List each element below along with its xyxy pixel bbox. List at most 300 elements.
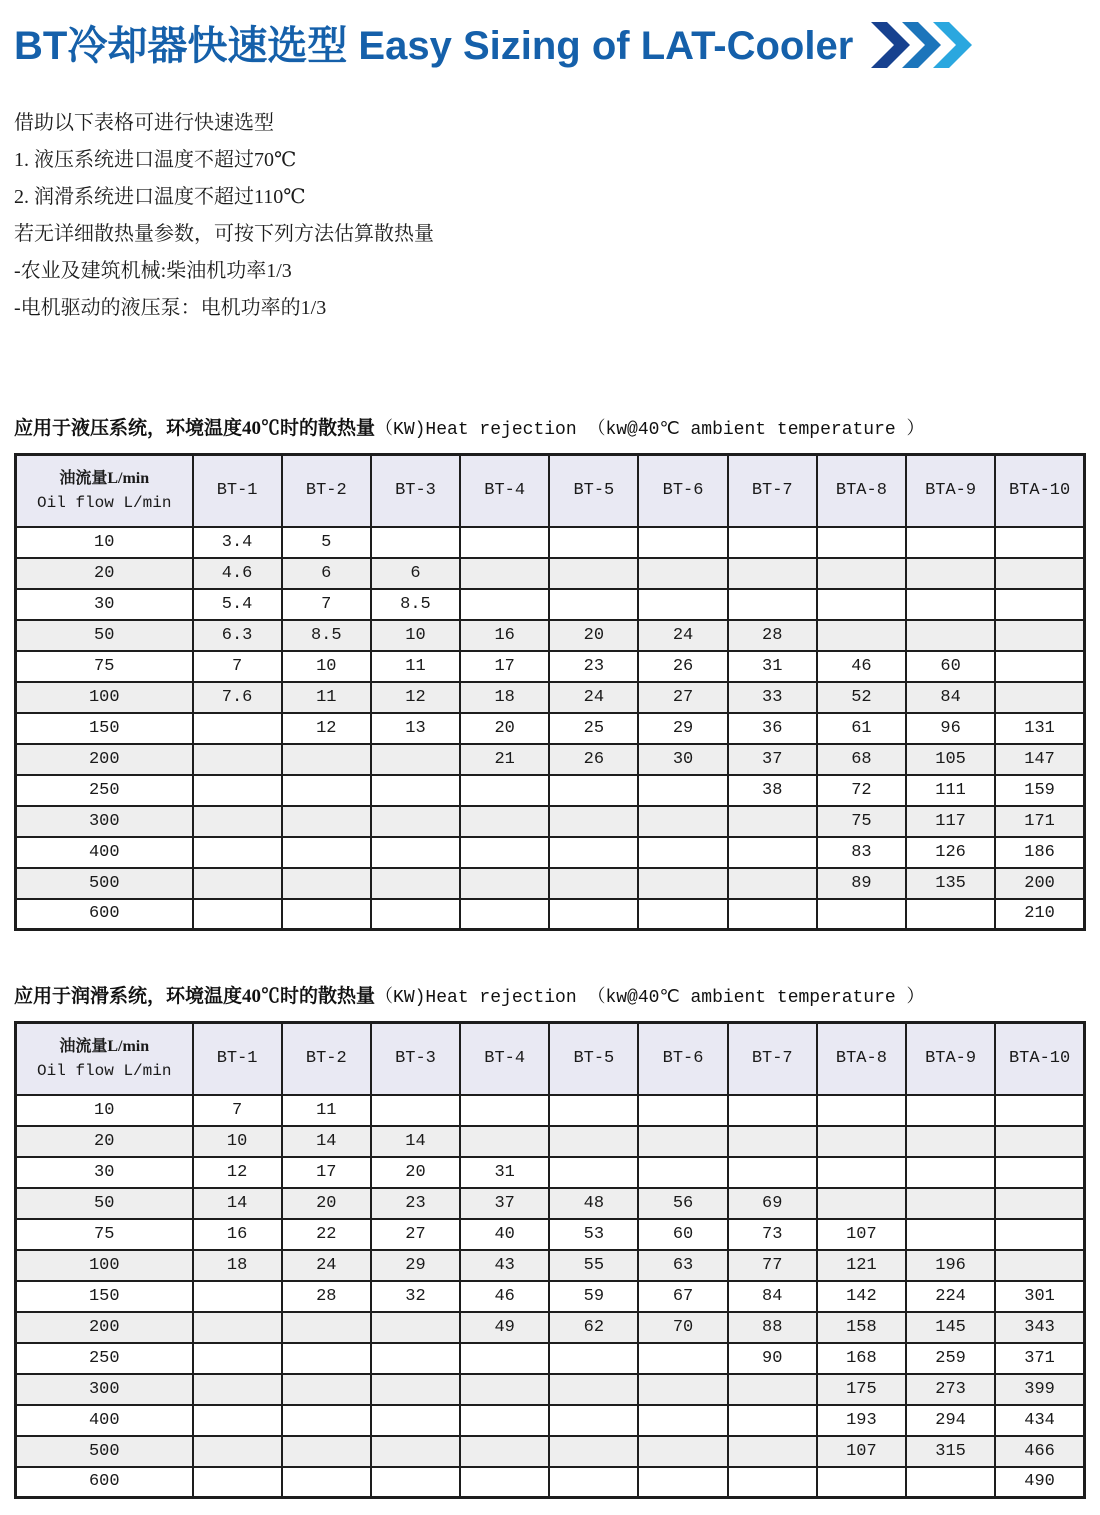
heat-rejection-cell xyxy=(638,1374,727,1405)
model-column-header: BT-1 xyxy=(193,455,282,527)
heat-rejection-cell xyxy=(371,1343,460,1374)
heat-rejection-cell: 10 xyxy=(193,1126,282,1157)
oil-flow-cell: 300 xyxy=(16,1374,193,1405)
heat-rejection-cell xyxy=(906,1188,995,1219)
heat-rejection-cell: 24 xyxy=(638,620,727,651)
oil-flow-cell: 150 xyxy=(16,713,193,744)
model-column-header: BT-3 xyxy=(371,455,460,527)
heat-rejection-cell xyxy=(638,558,727,589)
heat-rejection-cell xyxy=(906,1467,995,1498)
heat-rejection-cell xyxy=(282,837,371,868)
heat-rejection-cell: 22 xyxy=(282,1219,371,1250)
heat-rejection-cell: 5 xyxy=(282,527,371,558)
oil-flow-cell: 600 xyxy=(16,899,193,930)
model-column-header: BT-4 xyxy=(460,455,549,527)
heat-rejection-cell: 63 xyxy=(638,1250,727,1281)
table-row xyxy=(16,899,1085,930)
heat-rejection-cell: 107 xyxy=(817,1436,906,1467)
heat-rejection-cell: 46 xyxy=(817,651,906,682)
heat-rejection-cell: 24 xyxy=(549,682,638,713)
model-column-header: BTA-8 xyxy=(817,455,906,527)
heat-rejection-cell xyxy=(906,1157,995,1188)
heat-rejection-cell xyxy=(282,1374,371,1405)
heat-rejection-cell: 7 xyxy=(193,1095,282,1126)
page-title: BT冷却器快速选型 Easy Sizing of LAT-Cooler xyxy=(14,24,854,68)
table-row xyxy=(16,775,1085,806)
heat-rejection-cell: 6 xyxy=(371,558,460,589)
heat-rejection-cell: 56 xyxy=(638,1188,727,1219)
oil-flow-cell: 250 xyxy=(16,1343,193,1374)
heat-rejection-cell: 171 xyxy=(995,806,1084,837)
heat-rejection-cell: 11 xyxy=(282,682,371,713)
heat-rejection-cell xyxy=(549,775,638,806)
heat-rejection-cell xyxy=(371,868,460,899)
heat-rejection-cell xyxy=(906,589,995,620)
heat-rejection-cell: 121 xyxy=(817,1250,906,1281)
heat-rejection-cell xyxy=(906,1219,995,1250)
heat-rejection-cell: 168 xyxy=(817,1343,906,1374)
heat-rejection-cell: 6 xyxy=(282,558,371,589)
heat-rejection-cell: 126 xyxy=(906,837,995,868)
lubrication-table-caption xyxy=(14,981,1086,1008)
heat-rejection-cell: 30 xyxy=(638,744,727,775)
heat-rejection-cell: 24 xyxy=(282,1250,371,1281)
table-row xyxy=(16,589,1085,620)
heat-rejection-cell xyxy=(995,1188,1084,1219)
heat-rejection-cell: 147 xyxy=(995,744,1084,775)
heat-rejection-cell: 69 xyxy=(728,1188,817,1219)
heat-rejection-cell xyxy=(995,1095,1084,1126)
model-column-header: BT-5 xyxy=(549,455,638,527)
heat-rejection-cell: 210 xyxy=(995,899,1084,930)
heat-rejection-cell: 40 xyxy=(460,1219,549,1250)
heat-rejection-cell xyxy=(460,868,549,899)
heat-rejection-cell: 7 xyxy=(282,589,371,620)
oil-flow-cell: 500 xyxy=(16,1436,193,1467)
oil-flow-cell: 50 xyxy=(16,620,193,651)
heat-rejection-cell: 67 xyxy=(638,1281,727,1312)
heat-rejection-cell: 27 xyxy=(371,1219,460,1250)
table-row xyxy=(16,744,1085,775)
heat-rejection-cell xyxy=(549,806,638,837)
heat-rejection-cell xyxy=(460,558,549,589)
heat-rejection-cell xyxy=(906,899,995,930)
heat-rejection-cell xyxy=(728,1436,817,1467)
heat-rejection-cell xyxy=(995,558,1084,589)
heat-rejection-cell: 105 xyxy=(906,744,995,775)
heat-rejection-cell: 7.6 xyxy=(193,682,282,713)
model-column-header: BTA-9 xyxy=(906,455,995,527)
heat-rejection-cell: 14 xyxy=(371,1126,460,1157)
heat-rejection-cell xyxy=(817,899,906,930)
model-column-header: BT-7 xyxy=(728,1023,817,1095)
heat-rejection-cell: 33 xyxy=(728,682,817,713)
heat-rejection-cell xyxy=(193,744,282,775)
heat-rejection-cell xyxy=(728,806,817,837)
heat-rejection-cell xyxy=(728,1126,817,1157)
hydraulic-heat-rejection-table xyxy=(14,453,1086,931)
heat-rejection-cell: 490 xyxy=(995,1467,1084,1498)
heat-rejection-cell xyxy=(282,1312,371,1343)
heat-rejection-cell xyxy=(638,837,727,868)
heat-rejection-cell xyxy=(460,1374,549,1405)
oil-flow-cell: 20 xyxy=(16,1126,193,1157)
oil-flow-cell: 10 xyxy=(16,1095,193,1126)
heat-rejection-cell: 49 xyxy=(460,1312,549,1343)
table-header-row xyxy=(16,455,1085,527)
heat-rejection-cell: 83 xyxy=(817,837,906,868)
heat-rejection-cell xyxy=(371,899,460,930)
heat-rejection-cell: 18 xyxy=(193,1250,282,1281)
heat-rejection-cell: 37 xyxy=(728,744,817,775)
heat-rejection-cell: 224 xyxy=(906,1281,995,1312)
heat-rejection-cell xyxy=(817,620,906,651)
heat-rejection-cell xyxy=(728,1374,817,1405)
heat-rejection-cell xyxy=(995,1157,1084,1188)
oil-flow-cell: 75 xyxy=(16,651,193,682)
model-column-header: BTA-10 xyxy=(995,455,1084,527)
heat-rejection-cell xyxy=(728,558,817,589)
heat-rejection-cell xyxy=(638,1467,727,1498)
heat-rejection-cell: 20 xyxy=(549,620,638,651)
heat-rejection-cell: 60 xyxy=(638,1219,727,1250)
heat-rejection-cell xyxy=(282,868,371,899)
heat-rejection-cell: 3.4 xyxy=(193,527,282,558)
heat-rejection-cell xyxy=(638,1157,727,1188)
oil-flow-column-header: 油流量L/min Oil flow L/min xyxy=(16,455,193,527)
heat-rejection-cell: 89 xyxy=(817,868,906,899)
heat-rejection-cell: 20 xyxy=(282,1188,371,1219)
table-row xyxy=(16,1281,1085,1312)
heat-rejection-cell: 107 xyxy=(817,1219,906,1250)
heat-rejection-cell: 52 xyxy=(817,682,906,713)
heat-rejection-cell xyxy=(371,1095,460,1126)
heat-rejection-cell xyxy=(460,1095,549,1126)
heat-rejection-cell xyxy=(460,1436,549,1467)
heat-rejection-cell xyxy=(193,1343,282,1374)
heat-rejection-cell: 70 xyxy=(638,1312,727,1343)
heat-rejection-cell: 59 xyxy=(549,1281,638,1312)
oil-flow-cell: 20 xyxy=(16,558,193,589)
heat-rejection-cell xyxy=(549,589,638,620)
heat-rejection-cell: 31 xyxy=(460,1157,549,1188)
heat-rejection-cell: 200 xyxy=(995,868,1084,899)
heat-rejection-cell: 77 xyxy=(728,1250,817,1281)
intro-line: -电机驱动的液压泵：电机功率的1/3 xyxy=(14,297,327,319)
heat-rejection-cell: 11 xyxy=(282,1095,371,1126)
heat-rejection-cell xyxy=(638,806,727,837)
oil-flow-cell: 30 xyxy=(16,1157,193,1188)
oil-flow-cell: 100 xyxy=(16,682,193,713)
heat-rejection-cell xyxy=(638,1343,727,1374)
heat-rejection-cell xyxy=(906,1095,995,1126)
heat-rejection-cell xyxy=(193,868,282,899)
heat-rejection-cell xyxy=(549,1126,638,1157)
table-row xyxy=(16,527,1085,558)
heat-rejection-cell: 159 xyxy=(995,775,1084,806)
heat-rejection-cell: 96 xyxy=(906,713,995,744)
model-column-header: BT-2 xyxy=(282,1023,371,1095)
heat-rejection-cell: 145 xyxy=(906,1312,995,1343)
heat-rejection-cell: 186 xyxy=(995,837,1084,868)
heat-rejection-cell: 434 xyxy=(995,1405,1084,1436)
heat-rejection-cell xyxy=(371,1312,460,1343)
heat-rejection-cell: 135 xyxy=(906,868,995,899)
heat-rejection-cell xyxy=(995,1126,1084,1157)
heat-rejection-cell: 158 xyxy=(817,1312,906,1343)
heat-rejection-cell xyxy=(638,899,727,930)
table-row xyxy=(16,1405,1085,1436)
heat-rejection-cell xyxy=(906,558,995,589)
heat-rejection-cell: 301 xyxy=(995,1281,1084,1312)
heat-rejection-cell xyxy=(728,899,817,930)
table-row xyxy=(16,837,1085,868)
heat-rejection-cell xyxy=(638,589,727,620)
heat-rejection-cell xyxy=(549,868,638,899)
heat-rejection-cell: 53 xyxy=(549,1219,638,1250)
heat-rejection-cell xyxy=(638,1405,727,1436)
heat-rejection-cell xyxy=(282,899,371,930)
heat-rejection-cell: 25 xyxy=(549,713,638,744)
heat-rejection-cell xyxy=(371,806,460,837)
table-row xyxy=(16,713,1085,744)
heat-rejection-cell: 26 xyxy=(549,744,638,775)
heat-rejection-cell xyxy=(549,558,638,589)
heat-rejection-cell xyxy=(549,1405,638,1436)
heat-rejection-cell: 32 xyxy=(371,1281,460,1312)
heat-rejection-cell: 12 xyxy=(282,713,371,744)
heat-rejection-cell xyxy=(282,806,371,837)
heat-rejection-cell xyxy=(371,775,460,806)
heat-rejection-cell xyxy=(193,806,282,837)
heat-rejection-cell xyxy=(728,1157,817,1188)
heat-rejection-cell xyxy=(817,558,906,589)
heat-rejection-cell: 46 xyxy=(460,1281,549,1312)
heat-rejection-cell: 29 xyxy=(371,1250,460,1281)
heat-rejection-cell: 28 xyxy=(728,620,817,651)
heat-rejection-cell: 175 xyxy=(817,1374,906,1405)
oil-flow-cell: 150 xyxy=(16,1281,193,1312)
table-row xyxy=(16,1343,1085,1374)
caption-en: （KW)Heat rejection （kw@40℃ ambient temperature ） xyxy=(375,420,925,440)
heat-rejection-cell xyxy=(728,1467,817,1498)
heat-rejection-cell xyxy=(817,1095,906,1126)
oil-flow-cell: 30 xyxy=(16,589,193,620)
model-column-header: BT-2 xyxy=(282,455,371,527)
heat-rejection-cell: 14 xyxy=(193,1188,282,1219)
heat-rejection-cell xyxy=(906,1126,995,1157)
heat-rejection-cell: 37 xyxy=(460,1188,549,1219)
oil-flow-cell: 10 xyxy=(16,527,193,558)
table-row xyxy=(16,1095,1085,1126)
heat-rejection-cell: 17 xyxy=(282,1157,371,1188)
heat-rejection-cell: 294 xyxy=(906,1405,995,1436)
heat-rejection-cell xyxy=(549,1343,638,1374)
heat-rejection-cell: 72 xyxy=(817,775,906,806)
heat-rejection-cell xyxy=(638,1095,727,1126)
lubrication-heat-rejection-table xyxy=(14,1021,1086,1499)
heat-rejection-cell xyxy=(193,1436,282,1467)
heat-rejection-cell: 23 xyxy=(371,1188,460,1219)
heat-rejection-cell xyxy=(193,1374,282,1405)
model-column-header: BTA-10 xyxy=(995,1023,1084,1095)
heat-rejection-cell xyxy=(995,682,1084,713)
heat-rejection-cell: 29 xyxy=(638,713,727,744)
heat-rejection-cell xyxy=(638,1126,727,1157)
heat-rejection-cell: 10 xyxy=(282,651,371,682)
heat-rejection-cell xyxy=(549,527,638,558)
heat-rejection-cell xyxy=(995,1219,1084,1250)
model-column-header: BT-7 xyxy=(728,455,817,527)
heat-rejection-cell: 36 xyxy=(728,713,817,744)
heat-rejection-cell: 28 xyxy=(282,1281,371,1312)
heat-rejection-cell: 61 xyxy=(817,713,906,744)
heat-rejection-cell: 13 xyxy=(371,713,460,744)
heat-rejection-cell xyxy=(817,1157,906,1188)
heat-rejection-cell xyxy=(728,1405,817,1436)
heat-rejection-cell: 68 xyxy=(817,744,906,775)
intro-line: 1. 液压系统进口温度不超过70℃ xyxy=(14,149,297,171)
heat-rejection-cell xyxy=(460,775,549,806)
heat-rejection-cell xyxy=(549,1095,638,1126)
heat-rejection-cell xyxy=(193,1405,282,1436)
heat-rejection-cell: 11 xyxy=(371,651,460,682)
heat-rejection-cell xyxy=(728,1095,817,1126)
heat-rejection-cell: 343 xyxy=(995,1312,1084,1343)
heat-rejection-cell xyxy=(638,868,727,899)
heat-rejection-cell xyxy=(817,1188,906,1219)
heat-rejection-cell xyxy=(193,837,282,868)
heat-rejection-cell xyxy=(460,1405,549,1436)
heat-rejection-cell xyxy=(995,527,1084,558)
oil-flow-cell: 250 xyxy=(16,775,193,806)
intro-line: 2. 润滑系统进口温度不超过110℃ xyxy=(14,186,306,208)
heat-rejection-cell: 84 xyxy=(906,682,995,713)
heat-rejection-cell: 142 xyxy=(817,1281,906,1312)
table-row xyxy=(16,558,1085,589)
heat-rejection-cell: 14 xyxy=(282,1126,371,1157)
heat-rejection-cell: 315 xyxy=(906,1436,995,1467)
heat-rejection-cell: 27 xyxy=(638,682,727,713)
heat-rejection-cell: 371 xyxy=(995,1343,1084,1374)
heat-rejection-cell xyxy=(906,620,995,651)
model-column-header: BT-3 xyxy=(371,1023,460,1095)
heat-rejection-cell: 73 xyxy=(728,1219,817,1250)
heat-rejection-cell xyxy=(193,1312,282,1343)
heat-rejection-cell xyxy=(638,1436,727,1467)
heat-rejection-cell xyxy=(193,1467,282,1498)
hydraulic-table-caption xyxy=(14,413,1086,440)
heat-rejection-cell: 60 xyxy=(906,651,995,682)
heat-rejection-cell: 84 xyxy=(728,1281,817,1312)
heat-rejection-cell xyxy=(995,620,1084,651)
heat-rejection-cell xyxy=(638,527,727,558)
heat-rejection-cell xyxy=(282,1467,371,1498)
heat-rejection-cell: 43 xyxy=(460,1250,549,1281)
table-row xyxy=(16,1250,1085,1281)
heat-rejection-cell: 117 xyxy=(906,806,995,837)
heat-rejection-cell xyxy=(282,1343,371,1374)
heat-rejection-cell: 111 xyxy=(906,775,995,806)
heat-rejection-cell xyxy=(371,744,460,775)
model-column-header: BTA-9 xyxy=(906,1023,995,1095)
oil-flow-cell: 75 xyxy=(16,1219,193,1250)
heat-rejection-cell xyxy=(371,837,460,868)
heat-rejection-cell xyxy=(549,899,638,930)
table-header-row xyxy=(16,1023,1085,1095)
heat-rejection-cell: 23 xyxy=(549,651,638,682)
heat-rejection-cell: 196 xyxy=(906,1250,995,1281)
heat-rejection-cell: 12 xyxy=(371,682,460,713)
model-column-header: BT-6 xyxy=(638,1023,727,1095)
intro-text xyxy=(14,105,1086,327)
table-row xyxy=(16,1219,1085,1250)
heat-rejection-cell: 20 xyxy=(371,1157,460,1188)
heat-rejection-cell: 8.5 xyxy=(371,589,460,620)
heat-rejection-cell: 12 xyxy=(193,1157,282,1188)
heat-rejection-cell: 16 xyxy=(460,620,549,651)
heat-rejection-cell: 17 xyxy=(460,651,549,682)
model-column-header: BTA-8 xyxy=(817,1023,906,1095)
table-row xyxy=(16,806,1085,837)
heat-rejection-cell: 4.6 xyxy=(193,558,282,589)
heat-rejection-cell xyxy=(817,1126,906,1157)
heat-rejection-cell xyxy=(728,527,817,558)
oil-flow-cell: 500 xyxy=(16,868,193,899)
heat-rejection-cell: 55 xyxy=(549,1250,638,1281)
heat-rejection-cell xyxy=(995,651,1084,682)
heat-rejection-cell xyxy=(549,837,638,868)
intro-line: 若无详细散热量参数，可按下列方法估算散热量 xyxy=(14,223,434,245)
heat-rejection-cell xyxy=(282,775,371,806)
oil-flow-cell: 400 xyxy=(16,837,193,868)
heat-rejection-cell xyxy=(371,1405,460,1436)
heat-rejection-cell xyxy=(460,806,549,837)
table-row xyxy=(16,1467,1085,1498)
intro-line: 借助以下表格可进行快速选型 xyxy=(14,112,274,134)
heat-rejection-cell: 273 xyxy=(906,1374,995,1405)
heat-rejection-cell xyxy=(549,1374,638,1405)
heat-rejection-cell: 18 xyxy=(460,682,549,713)
heat-rejection-cell xyxy=(995,1250,1084,1281)
heat-rejection-cell xyxy=(549,1157,638,1188)
heat-rejection-cell xyxy=(817,1467,906,1498)
heat-rejection-cell: 26 xyxy=(638,651,727,682)
heat-rejection-cell: 21 xyxy=(460,744,549,775)
table-row xyxy=(16,868,1085,899)
heat-rejection-cell: 193 xyxy=(817,1405,906,1436)
table-row xyxy=(16,1126,1085,1157)
model-column-header: BT-1 xyxy=(193,1023,282,1095)
heat-rejection-cell: 62 xyxy=(549,1312,638,1343)
heat-rejection-cell: 259 xyxy=(906,1343,995,1374)
heat-rejection-cell: 399 xyxy=(995,1374,1084,1405)
heat-rejection-cell xyxy=(549,1467,638,1498)
model-column-header: BT-5 xyxy=(549,1023,638,1095)
oil-flow-cell: 600 xyxy=(16,1467,193,1498)
heat-rejection-cell xyxy=(193,899,282,930)
oil-flow-cell: 300 xyxy=(16,806,193,837)
caption-zh: 应用于液压系统，环境温度40℃时的散热量 xyxy=(14,418,376,439)
heat-rejection-cell xyxy=(995,589,1084,620)
heat-rejection-cell xyxy=(282,1436,371,1467)
intro-line: -农业及建筑机械:柴油机功率1/3 xyxy=(14,260,292,282)
oil-flow-cell: 200 xyxy=(16,1312,193,1343)
table-row xyxy=(16,1312,1085,1343)
oil-flow-cell: 200 xyxy=(16,744,193,775)
heat-rejection-cell: 7 xyxy=(193,651,282,682)
heat-rejection-cell: 466 xyxy=(995,1436,1084,1467)
